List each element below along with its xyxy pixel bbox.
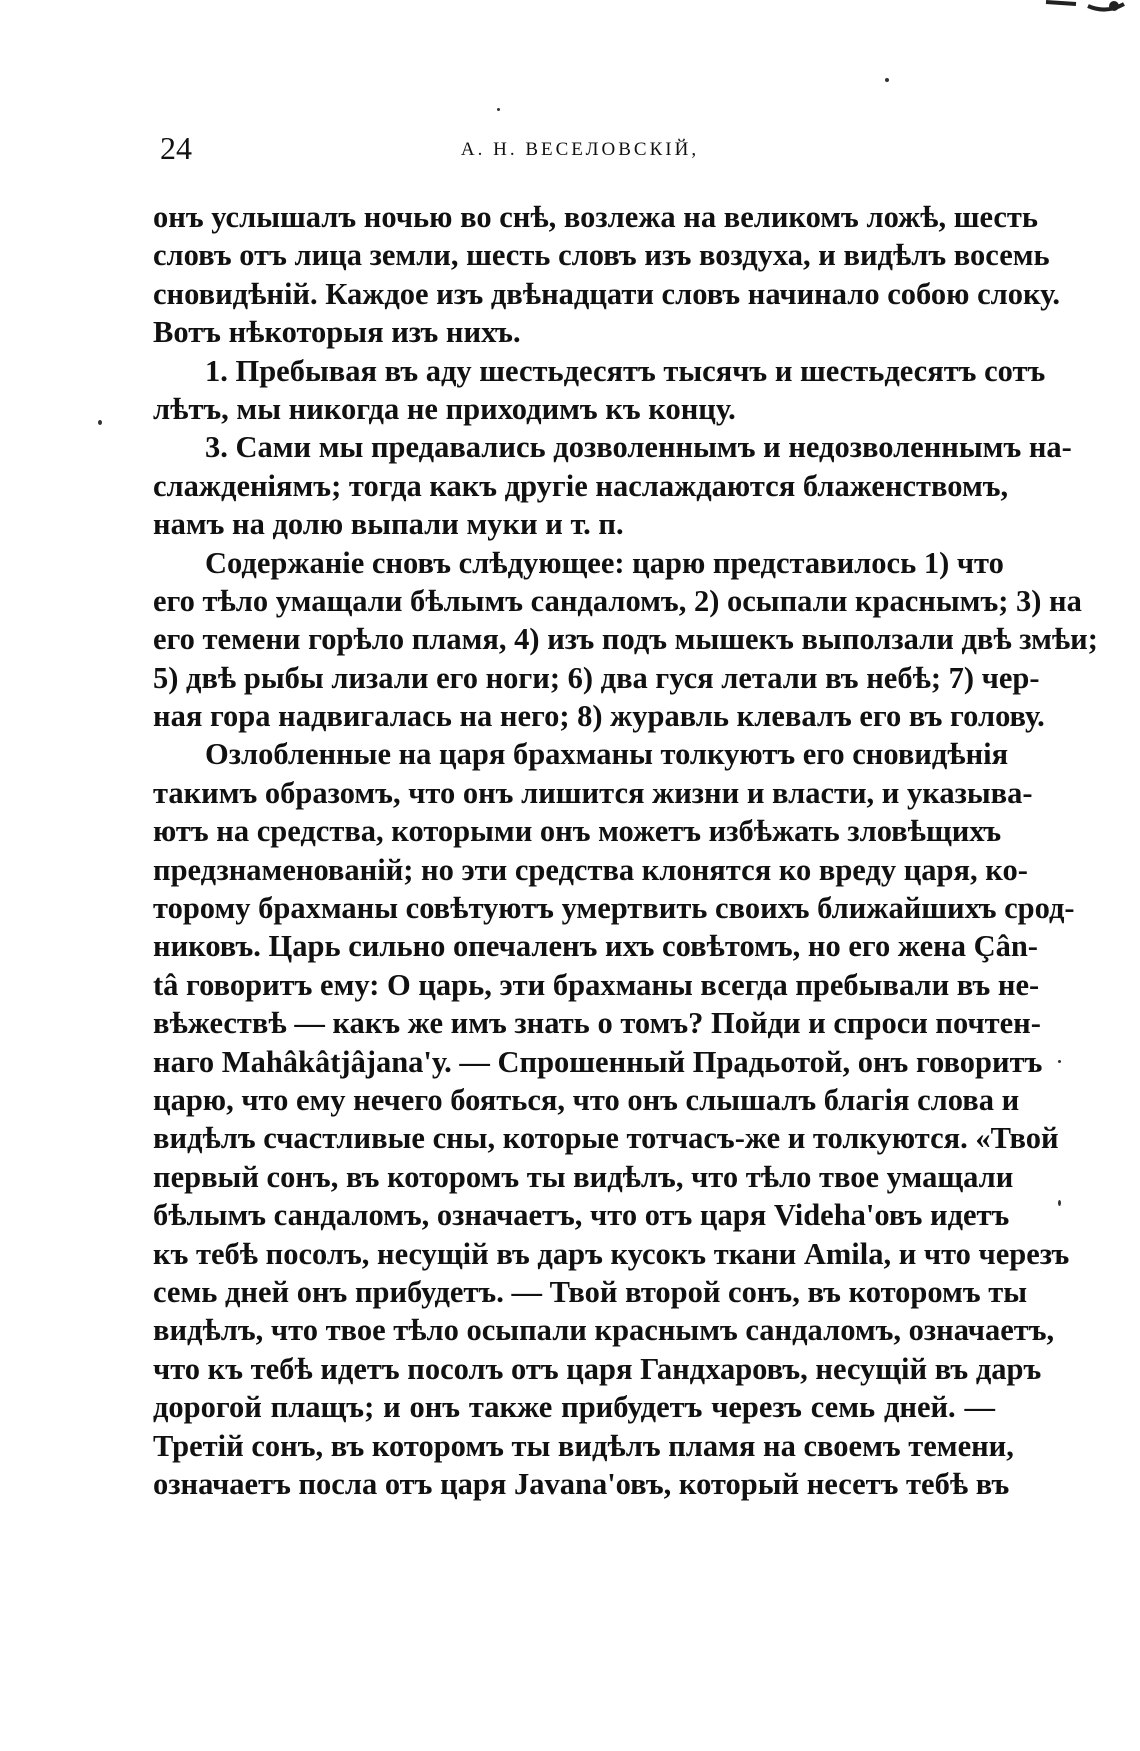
text-line: сновидѣній. Каждое изъ двѣнадцати словъ начинало собою слоку. bbox=[153, 276, 1060, 311]
text-line: 1. Пребывая въ аду шестьдесятъ тысячъ и шестьдесятъ сотъ bbox=[205, 353, 1046, 388]
text-line: торому брахманы совѣтуютъ умертвить своихъ ближайшихъ срод- bbox=[153, 891, 1075, 926]
text-line: означаетъ посла отъ царя Javana'овъ, который несетъ тебѣ въ bbox=[153, 1466, 1010, 1501]
scan-speck bbox=[98, 420, 102, 425]
paragraph bbox=[153, 198, 1060, 352]
page-header bbox=[160, 128, 1000, 168]
page-number: 24 bbox=[160, 130, 192, 166]
text-line: видѣлъ счастливые сны, которые тотчасъ-же и толкуются. «Твой bbox=[153, 1121, 1059, 1156]
text-line: царю, что ему нечего бояться, что онъ слышалъ благія слова и bbox=[153, 1082, 1020, 1117]
text-line: Третій сонъ, въ которомъ ты видѣлъ пламя на своемъ темени, bbox=[153, 1428, 1014, 1463]
text-line: Вотъ нѣкоторыя изъ нихъ. bbox=[153, 315, 521, 350]
text-line: ная гора надвигалась на него; 8) журавль клевалъ его въ голову. bbox=[153, 699, 1045, 734]
text-line: лѣтъ, мы никогда не приходимъ къ концу. bbox=[153, 391, 736, 426]
text-line: предзнаменованій; но эти средства клонятся ко вреду царя, ко- bbox=[153, 852, 1028, 887]
paragraph bbox=[153, 735, 1075, 1503]
text-line: 3. Сами мы предавались дозволеннымъ и недозволеннымъ на- bbox=[205, 430, 1072, 465]
scan-speck bbox=[497, 108, 500, 111]
text-line: намъ на долю выпали муки и т. п. bbox=[153, 507, 624, 542]
paragraph bbox=[153, 428, 1072, 543]
text-line: Содержаніе сновъ слѣдующее: царю представилось 1) что bbox=[205, 545, 1004, 580]
text-line: семь дней онъ прибудетъ. — Твой второй сонъ, въ которомъ ты bbox=[153, 1274, 1028, 1309]
text-line: никовъ. Царь сильно опечаленъ ихъ совѣтомъ, но его жена Çân- bbox=[153, 929, 1038, 964]
text-line: его тѣло умащали бѣлымъ сандаломъ, 2) осыпали краснымъ; 3) на bbox=[153, 583, 1082, 618]
paragraph bbox=[153, 544, 1098, 736]
text-line: что къ тебѣ идетъ посолъ отъ царя Гандхаровъ, несущій въ даръ bbox=[153, 1351, 1042, 1386]
text-line: онъ услышалъ ночью во снѣ, возлежа на великомъ ложѣ, шесть bbox=[153, 200, 1039, 234]
scan-speck bbox=[1058, 1060, 1061, 1063]
text-line: ютъ на средства, которыми онъ можетъ избѣжать зловѣщихъ bbox=[153, 814, 1002, 849]
scan-mark-corner bbox=[1036, 0, 1126, 14]
text-line: его темени горѣло пламя, 4) изъ подъ мышекъ выползали двѣ змѣи; bbox=[153, 622, 1098, 657]
text-line: къ тебѣ посолъ, несущій въ даръ кусокъ ткани Amila, и что черезъ bbox=[153, 1236, 1070, 1271]
scan-speck bbox=[1058, 1200, 1061, 1206]
text-line: 5) двѣ рыбы лизали его ноги; 6) два гуся летали въ небѣ; 7) чер- bbox=[153, 660, 1040, 695]
text-line: бѣлымъ сандаломъ, означаетъ, что отъ царя Videha'овъ идетъ bbox=[153, 1198, 1010, 1233]
text-line: наго Mahâkâtjâjana'у. — Спрошенный Прадьотой, онъ говоритъ bbox=[153, 1044, 1043, 1079]
text-line: вѣжествѣ — какъ же имъ знать о томъ? Пойди и спроси почтен- bbox=[153, 1006, 1041, 1041]
text-line: такимъ образомъ, что онъ лишится жизни и власти, и указыва- bbox=[153, 775, 1033, 810]
running-title: А. Н. ВЕСЕЛОВСКІЙ, bbox=[460, 139, 700, 160]
scan-speck bbox=[885, 78, 889, 82]
text-line: первый сонъ, въ которомъ ты видѣлъ, что тѣло твое умащали bbox=[153, 1159, 1014, 1194]
text-line: tâ говоритъ ему: О царь, эти брахманы всегда пребывали въ не- bbox=[153, 967, 1040, 1002]
text-line: видѣлъ, что твое тѣло осыпали краснымъ сандаломъ, означаетъ, bbox=[153, 1313, 1055, 1348]
text-line: Озлобленные на царя брахманы толкуютъ его сновидѣнія bbox=[205, 737, 1009, 772]
paragraph bbox=[153, 352, 1046, 429]
text-line: слажденіямъ; тогда какъ другіе наслаждаются блаженствомъ, bbox=[153, 468, 1009, 503]
body-text bbox=[153, 198, 1098, 1503]
text-line: дорогой плащъ; и онъ также прибудетъ черезъ семь дней. — bbox=[153, 1390, 995, 1425]
text-line: словъ отъ лица земли, шесть словъ изъ воздуха, и видѣлъ восемь bbox=[153, 238, 1050, 273]
